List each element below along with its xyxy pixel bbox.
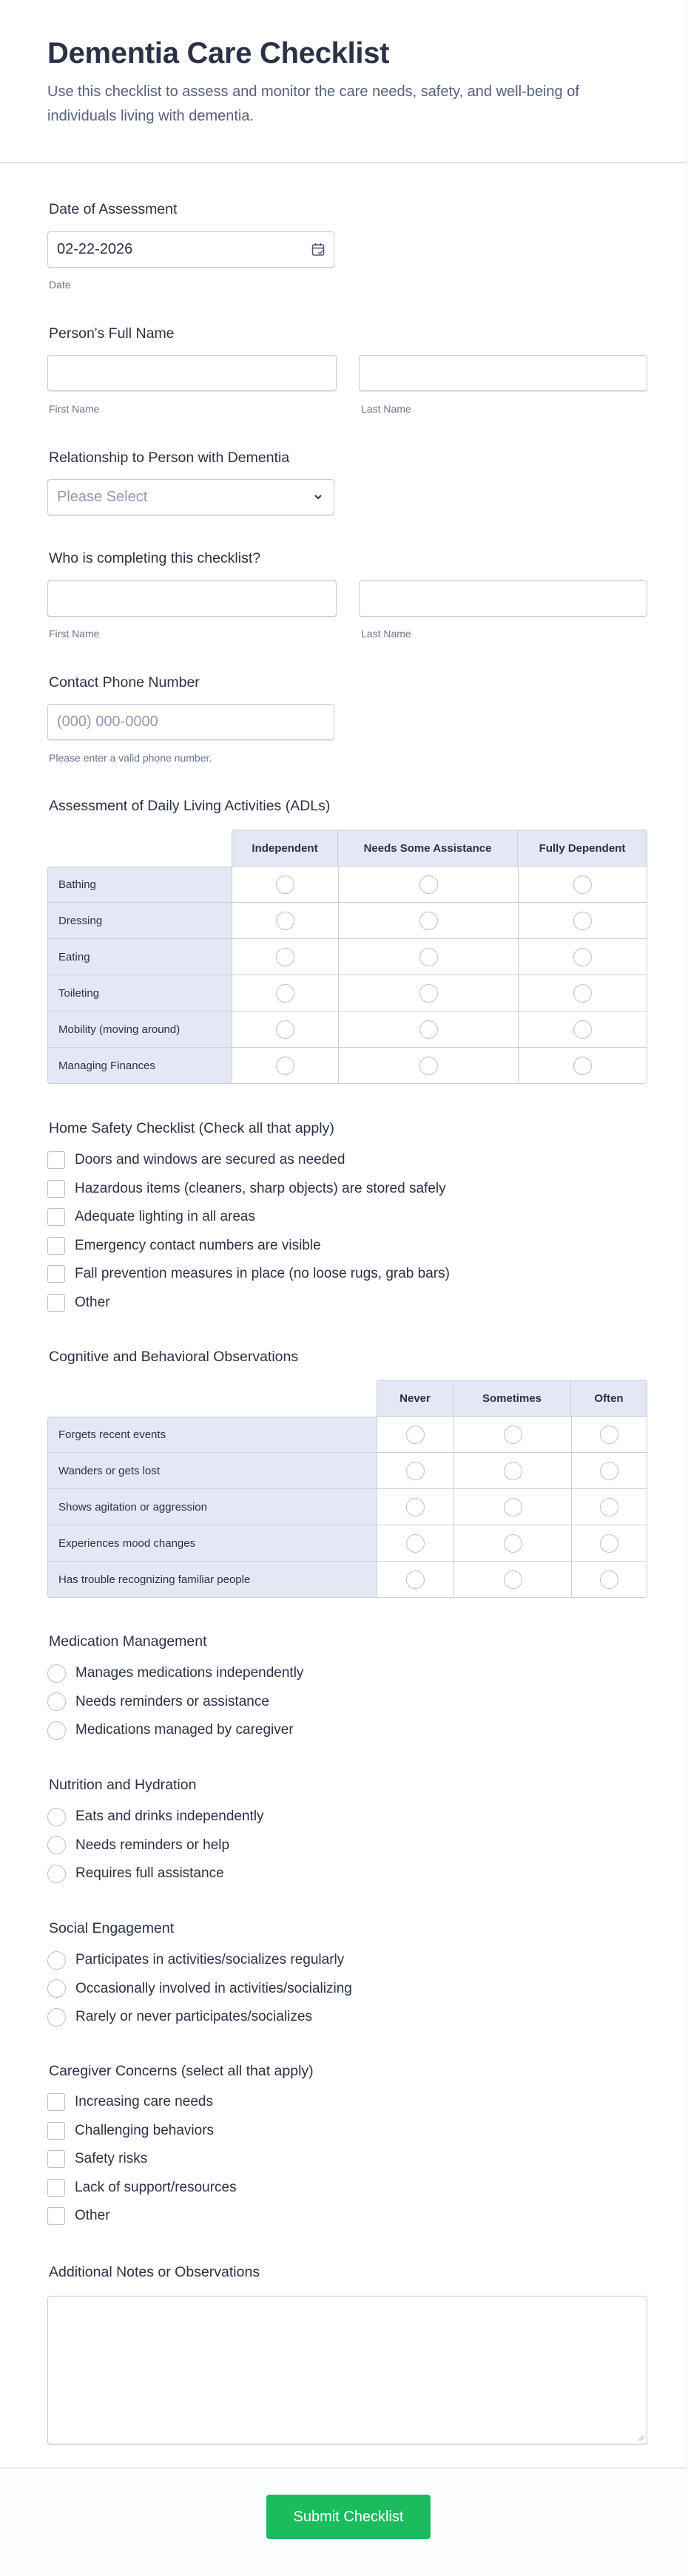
nutrition-option[interactable] [47, 1807, 264, 1826]
cognitive-radio[interactable] [504, 1426, 522, 1444]
medication-option-label: Manages medications independently [75, 1665, 304, 1681]
adl-radio[interactable] [419, 984, 438, 1003]
caregiver-concern-checkbox[interactable] [47, 2207, 65, 2225]
person-first-name-input[interactable] [47, 355, 337, 391]
cognitive-radio[interactable] [504, 1534, 522, 1553]
cognitive-row [47, 1453, 647, 1489]
date-of-assessment-label: Date of Assessment [49, 201, 178, 217]
medication-radio[interactable] [47, 1692, 66, 1711]
submit-button[interactable]: Submit Checklist [266, 2495, 431, 2539]
nutrition-option-label: Needs reminders or help [75, 1837, 230, 1853]
nutrition-option-label: Eats and drinks independently [75, 1809, 264, 1824]
adl-row-label: Mobility (moving around) [47, 1011, 232, 1048]
adl-radio[interactable] [276, 1057, 294, 1075]
caregiver-concern-checkbox[interactable] [47, 2150, 65, 2168]
adl-radio[interactable] [419, 875, 438, 894]
adl-row-label: Managing Finances [47, 1048, 232, 1084]
form-title: Dementia Care Checklist [47, 37, 390, 70]
cognitive-row-label: Forgets recent events [47, 1417, 377, 1453]
caregiver-concern-checkbox[interactable] [47, 2122, 65, 2140]
home-safety-option[interactable] [47, 1179, 446, 1199]
cognitive-radio[interactable] [406, 1570, 425, 1589]
completer-last-name-input[interactable] [359, 580, 647, 617]
adl-radio[interactable] [573, 1020, 592, 1039]
caregiver-concern-option[interactable] [47, 2149, 147, 2169]
home-safety-option-label: Adequate lighting in all areas [75, 1209, 256, 1224]
caregiver-concern-checkbox[interactable] [47, 2093, 65, 2111]
adl-row-label: Toileting [47, 975, 232, 1011]
cognitive-radio[interactable] [504, 1570, 522, 1589]
cognitive-label: Cognitive and Behavioral Observations [49, 1349, 299, 1365]
header-divider [0, 162, 687, 163]
adl-radio[interactable] [276, 984, 294, 1003]
completer-first-name-input[interactable] [47, 580, 337, 617]
adl-row [47, 867, 647, 903]
social-option-label: Occasionally involved in activities/socializing [75, 1980, 352, 1996]
medication-option-label: Needs reminders or assistance [75, 1693, 269, 1709]
adl-cell [232, 867, 338, 903]
caregiver-concern-option-label: Lack of support/resources [75, 2179, 237, 2195]
nutrition-option-label: Requires full assistance [75, 1865, 224, 1881]
cognitive-radio[interactable] [406, 1462, 425, 1480]
cognitive-radio[interactable] [504, 1498, 522, 1516]
completed-by-label: Who is completing this checklist? [49, 550, 261, 566]
adl-row-label: Eating [47, 939, 232, 975]
cognitive-radio[interactable] [504, 1462, 522, 1480]
cognitive-row-label: Wanders or gets lost [47, 1453, 377, 1489]
adl-radio[interactable] [573, 1057, 592, 1075]
adl-cell [518, 1048, 647, 1084]
medication-radio[interactable] [47, 1664, 66, 1683]
adl-label: Assessment of Daily Living Activities (ADLs) [49, 798, 331, 814]
home-safety-checkbox[interactable] [47, 1151, 65, 1169]
caregiver-concerns-label: Caregiver Concerns (select all that apply) [49, 2063, 314, 2079]
social-option-label: Participates in activities/socializes regularly [75, 1952, 345, 1967]
adl-row [47, 975, 647, 1011]
date-of-assessment-input[interactable] [47, 231, 334, 268]
adl-cell [518, 903, 647, 939]
home-safety-option-label: Fall prevention measures in place (no loose rugs, grab bars) [75, 1266, 450, 1281]
person-first-name-sublabel: First Name [49, 403, 100, 415]
person-full-name-label: Person's Full Name [49, 325, 175, 342]
cognitive-radio[interactable] [600, 1534, 618, 1553]
cognitive-cell [571, 1489, 647, 1525]
social-option-label: Rarely or never participates/socializes [75, 2009, 312, 2024]
medication-option[interactable] [47, 1664, 303, 1683]
home-safety-checkbox[interactable] [47, 1265, 65, 1283]
cognitive-radio[interactable] [600, 1570, 618, 1589]
contact-phone-label: Contact Phone Number [49, 674, 200, 691]
nutrition-radio[interactable] [47, 1808, 66, 1826]
medication-option[interactable] [47, 1692, 269, 1712]
person-last-name-sublabel: Last Name [361, 403, 411, 415]
contact-phone-input[interactable] [47, 704, 334, 740]
resize-handle-icon[interactable] [637, 2434, 644, 2441]
cognitive-column-header: Often [571, 1380, 647, 1417]
cognitive-cell [377, 1417, 453, 1453]
cognitive-cell [377, 1525, 453, 1562]
home-safety-option[interactable] [47, 1207, 255, 1227]
completer-first-name-sublabel: First Name [49, 628, 100, 640]
nutrition-label: Nutrition and Hydration [49, 1777, 197, 1793]
cognitive-row-label: Shows agitation or aggression [47, 1489, 377, 1525]
adl-cell [338, 1048, 518, 1084]
nutrition-option[interactable] [47, 1864, 224, 1883]
adl-column-header: Needs Some Assistance [338, 830, 518, 867]
medication-radio[interactable] [47, 1721, 66, 1740]
cognitive-row [47, 1525, 647, 1562]
social-radio[interactable] [47, 1951, 66, 1970]
home-safety-option-label: Emergency contact numbers are visible [75, 1237, 321, 1253]
cognitive-row [47, 1489, 647, 1525]
home-safety-option-label: Doors and windows are secured as needed [75, 1152, 345, 1167]
person-last-name-input[interactable] [359, 355, 647, 391]
social-option[interactable] [47, 1979, 352, 1999]
caregiver-concern-option[interactable] [47, 2206, 110, 2226]
nutrition-radio[interactable] [47, 1836, 66, 1854]
home-safety-option-label: Other [75, 1294, 110, 1310]
caregiver-concern-option[interactable] [47, 2178, 237, 2197]
adl-radio[interactable] [419, 948, 438, 966]
phone-helper-text: Please enter a valid phone number. [49, 752, 212, 764]
adl-row [47, 1011, 647, 1048]
cognitive-radio[interactable] [406, 1534, 425, 1553]
adl-radio[interactable] [573, 875, 592, 894]
adl-cell [518, 975, 647, 1011]
adl-radio[interactable] [419, 1057, 438, 1075]
adl-row-label: Dressing [47, 903, 232, 939]
adl-radio[interactable] [276, 1020, 294, 1039]
cognitive-row-label: Has trouble recognizing familiar people [47, 1562, 377, 1598]
cognitive-corner [47, 1380, 377, 1417]
caregiver-concern-option-label: Challenging behaviors [75, 2122, 215, 2138]
adl-row [47, 1048, 647, 1084]
cognitive-radio[interactable] [600, 1498, 618, 1516]
cognitive-cell [453, 1489, 571, 1525]
caregiver-concern-option[interactable] [47, 2121, 214, 2141]
adl-cell [338, 939, 518, 975]
adl-cell [338, 975, 518, 1011]
cognitive-cell [571, 1562, 647, 1598]
date-sublabel: Date [49, 279, 71, 291]
adl-radio[interactable] [276, 912, 294, 930]
cognitive-column-header: Never [377, 1380, 453, 1417]
home-safety-checkbox[interactable] [47, 1294, 65, 1312]
cognitive-row-label: Experiences mood changes [47, 1525, 377, 1562]
adl-radio[interactable] [276, 875, 294, 894]
cognitive-matrix [47, 1380, 647, 1598]
adl-column-header: Fully Dependent [518, 830, 647, 867]
chevron-down-icon [313, 492, 323, 501]
date-value: 02-22-2026 [57, 241, 133, 257]
adl-radio[interactable] [573, 948, 592, 966]
social-radio[interactable] [47, 1979, 66, 1998]
relationship-select[interactable] [47, 479, 334, 515]
home-safety-checkbox[interactable] [47, 1237, 65, 1255]
cognitive-cell [571, 1453, 647, 1489]
adl-cell [338, 903, 518, 939]
cognitive-row [47, 1562, 647, 1598]
home-safety-label: Home Safety Checklist (Check all that apply) [49, 1120, 334, 1136]
adl-cell [338, 867, 518, 903]
form-subtitle: Use this checklist to assess and monitor the care needs, safety, and well-being of individuals living with dementia. [47, 84, 579, 124]
cognitive-cell [453, 1417, 571, 1453]
cognitive-column-header: Sometimes [453, 1380, 571, 1417]
calendar-icon[interactable] [311, 243, 325, 257]
adl-cell [232, 939, 338, 975]
cognitive-cell [453, 1525, 571, 1562]
notes-label: Additional Notes or Observations [49, 2264, 260, 2280]
cognitive-row [47, 1417, 647, 1453]
caregiver-concern-option-label: Increasing care needs [75, 2094, 213, 2109]
relationship-label: Relationship to Person with Dementia [49, 450, 290, 466]
adl-radio[interactable] [276, 948, 294, 966]
caregiver-concern-option-label: Other [75, 2208, 110, 2223]
caregiver-concern-option[interactable] [47, 2092, 213, 2112]
adl-corner [47, 830, 232, 867]
adl-cell [518, 1011, 647, 1048]
cognitive-cell [453, 1562, 571, 1598]
adl-matrix [47, 830, 647, 1084]
nutrition-option[interactable] [47, 1836, 229, 1855]
cognitive-radio[interactable] [406, 1426, 425, 1444]
cognitive-cell [453, 1453, 571, 1489]
adl-cell [232, 975, 338, 1011]
adl-cell [232, 903, 338, 939]
medication-option-label: Medications managed by caregiver [75, 1722, 294, 1738]
phone-placeholder: (000) 000-0000 [57, 714, 158, 730]
medication-option[interactable] [47, 1721, 294, 1740]
caregiver-concern-option-label: Safety risks [75, 2151, 148, 2166]
adl-cell [338, 1011, 518, 1048]
social-option[interactable] [47, 2007, 312, 2027]
cognitive-cell [571, 1417, 647, 1453]
cognitive-cell [571, 1525, 647, 1562]
notes-textarea[interactable] [47, 2296, 647, 2444]
cognitive-cell [377, 1453, 453, 1489]
cognitive-radio[interactable] [600, 1426, 618, 1444]
home-safety-option[interactable] [47, 1293, 110, 1312]
medication-label: Medication Management [49, 1633, 207, 1650]
adl-radio[interactable] [573, 984, 592, 1003]
cognitive-cell [377, 1489, 453, 1525]
adl-column-header: Independent [232, 830, 338, 867]
home-safety-option-label: Hazardous items (cleaners, sharp objects) are stored safely [75, 1180, 446, 1196]
adl-row [47, 903, 647, 939]
nutrition-radio[interactable] [47, 1865, 66, 1883]
adl-cell [232, 1048, 338, 1084]
home-safety-option[interactable] [47, 1236, 321, 1255]
social-radio[interactable] [47, 2008, 66, 2027]
social-option[interactable] [47, 1950, 344, 1970]
home-safety-option[interactable] [47, 1264, 450, 1284]
adl-radio[interactable] [573, 912, 592, 930]
relationship-placeholder: Please Select [57, 489, 148, 505]
adl-radio[interactable] [419, 1020, 438, 1039]
adl-cell [518, 867, 647, 903]
adl-row-label: Bathing [47, 867, 232, 903]
cognitive-radio[interactable] [406, 1498, 425, 1516]
adl-row [47, 939, 647, 975]
caregiver-concern-checkbox[interactable] [47, 2179, 65, 2197]
adl-cell [232, 1011, 338, 1048]
home-safety-checkbox[interactable] [47, 1208, 65, 1226]
adl-cell [518, 939, 647, 975]
cognitive-cell [377, 1562, 453, 1598]
home-safety-checkbox[interactable] [47, 1180, 65, 1198]
home-safety-option[interactable] [47, 1150, 345, 1170]
cognitive-radio[interactable] [600, 1462, 618, 1480]
completer-last-name-sublabel: Last Name [361, 628, 411, 640]
adl-radio[interactable] [419, 912, 438, 930]
social-label: Social Engagement [49, 1920, 175, 1936]
